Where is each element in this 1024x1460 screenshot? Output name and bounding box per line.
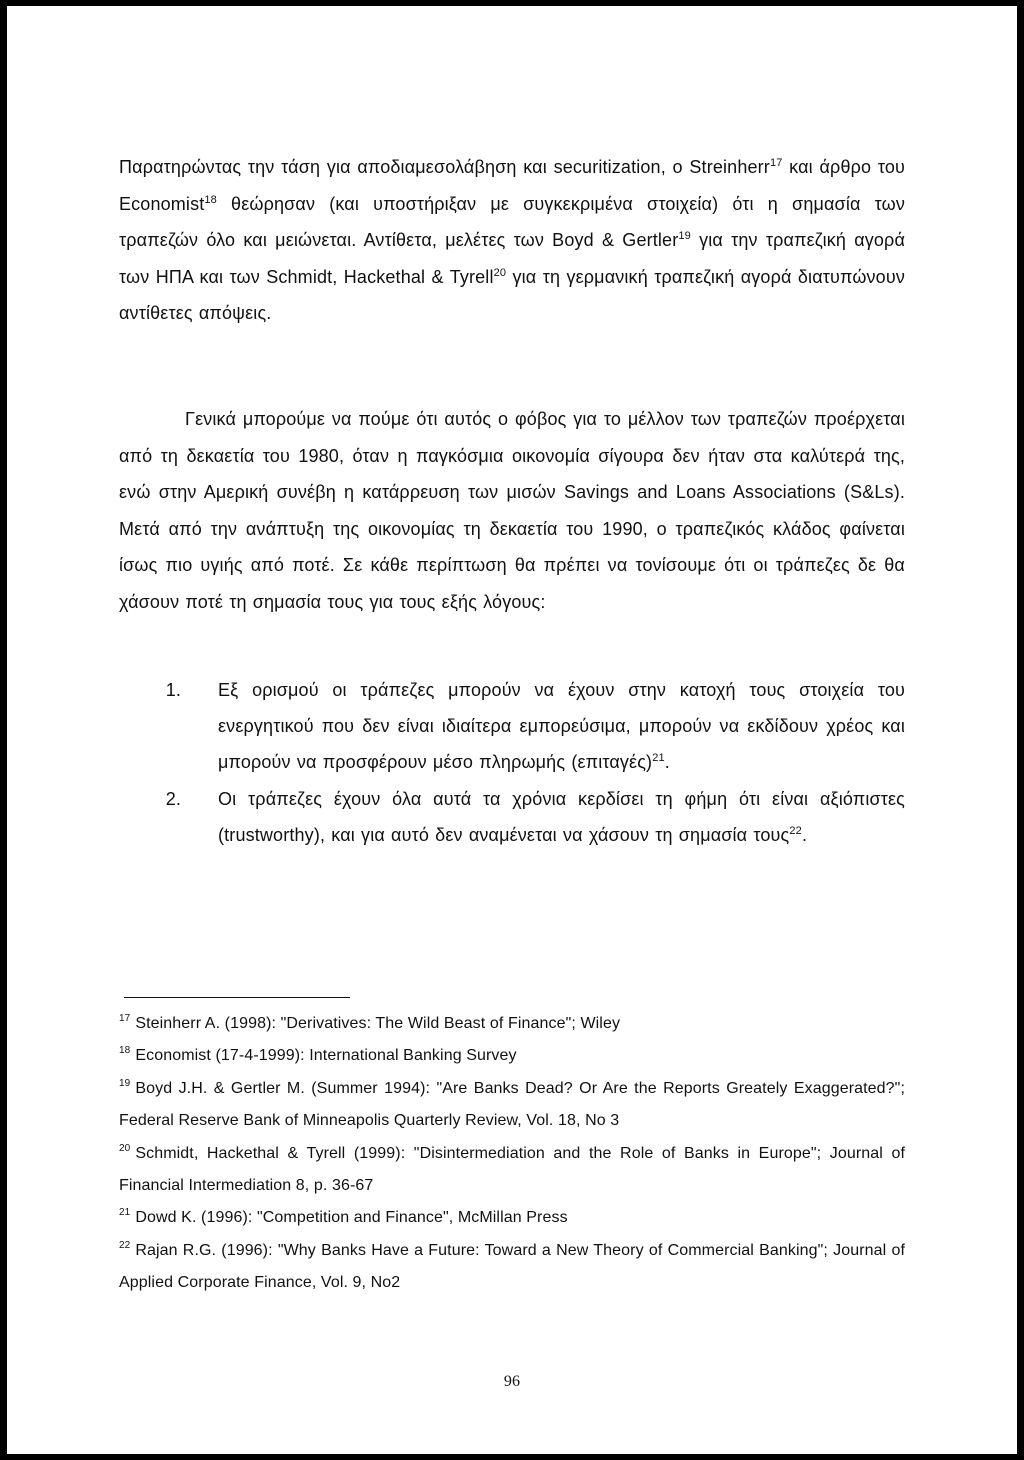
paragraph-1 (119, 149, 905, 332)
paragraph-1-text: Παρατηρώντας την τάση για αποδιαμεσολάβηση και securitization, ο Streinherr$^{17}$ και άρθρο του Economist$^{18}$ θεώρησαν (και υποστήριξαν με συγκεκριμένα στοιχεία) ότι η σημασία των τραπεζών όλο και μειώνεται. Αντίθετα, μελέτες των Boyd & Gertler$^{19}$ για την τραπεζική αγορά των ΗΠΑ και των Schmidt, Hackethal & Tyrell$^{20}$ για τη γερμανική τραπεζική αγορά διατυπώνουν αντίθετες απόψεις. (119, 157, 906, 324)
list-item-text: Εξ ορισμού οι τράπεζες μπορούν να έχουν στην κατοχή τους στοιχεία του ενεργητικού που δεν είναι ιδιαίτερα εμπορεύσιμα, μπορούν να εκδίδουν χρέος και μπορούν να προσφέρουν μέσο πληρωμής $(\varepsilon\pi\iota\tau\alpha\gamma έ\varsigma)^{21}$. (218, 680, 905, 773)
footnote-ref-20: 20 (493, 266, 507, 279)
footnote-number: 22 (119, 1239, 131, 1251)
footnote-number: 17 (119, 1013, 131, 1024)
footnote-17 (119, 1008, 905, 1040)
footnote-ref-18: 18 (204, 193, 217, 206)
footnote-text: Economist (17-4-1999): International Banking Survey (135, 1047, 517, 1065)
list-item-2 (119, 781, 905, 853)
footnote-number: 21 (119, 1207, 131, 1219)
footnote-20 (119, 1138, 905, 1203)
footnote-separator (124, 997, 350, 998)
footnote-text: Dowd K. (1996): "Competition and Finance", McMillan Press (135, 1209, 568, 1227)
footnote-text: Boyd J.H. & Gertler M. (Summer 1994): "Are Banks Dead? Or Are the Reports Greately Exaggerated?"; Federal Reserve Bank of Minneapolis Quarterly Review, Vol. 18, No 3 (119, 1079, 905, 1130)
footnote-21 (119, 1202, 905, 1234)
list-item-1 (119, 672, 905, 781)
numbered-list (119, 672, 905, 853)
footnote-number: 19 (119, 1077, 131, 1089)
page-number: 96 (503, 1372, 521, 1390)
footnotes (119, 1008, 905, 1398)
paragraph-2-text: Γενικά μπορούμε να πούμε ότι αυτός ο φόβος για το μέλλον των τραπεζών προέρχεται από τη δεκαετία του 1980, όταν η παγκόσμια οικονομία σίγουρα δεν ήταν στα καλύτερά της, ενώ στην Αμερική συνέβη η κατάρρευση των μισών Savings and Loans Associations (S&Ls). Μετά από την ανάπτυξη της οικονομίας τη δεκαετία του 1990, ο τραπεζικός κλάδος φαίνεται ίσως πιο υγιής από ποτέ. Σε κάθε περίπτωση θα πρέπει να τονίσουμε ότι οι τράπεζες δε θα χάσουν ποτέ τη σημασία τους για τους εξής λόγους: (119, 409, 905, 612)
list-item-text: Οι τράπεζες έχουν όλα αυτά τα χρόνια κερδίσει τη φήμη ότι είναι αξιόπιστες (trustworthy), και για αυτό δεν αναμένεται να χάσουν τη σημασία τους$^{22}$. (218, 788, 905, 845)
footnote-number: 18 (119, 1045, 131, 1057)
footnote-ref-17: 17 (769, 157, 783, 169)
footnote-number: 20 (119, 1142, 131, 1154)
paragraph-2 (119, 401, 905, 621)
footnote-text: Rajan R.G. (1996): "Why Banks Have a Future: Toward a New Theory of Commercial Banking"; Journal of Applied Corporate Finance, Vol. 9, No2 (119, 1241, 905, 1292)
list-number: 1. (165, 680, 181, 700)
footnote-text: Steinherr A. (1998): "Derivatives: The Wild Beast of Finance"; Wiley (135, 1015, 621, 1032)
footnote-19 (119, 1073, 905, 1138)
footnote-ref-19: 19 (678, 230, 691, 243)
footnote-18 (119, 1040, 905, 1072)
footnote-text: Schmidt, Hackethal & Tyrell (1999): "Disintermediation and the Role of Banks in Europe"; Journal of Financial Intermediation 8, p. 36-67 (119, 1144, 905, 1195)
footnote-ref-21: 21 (652, 752, 665, 765)
footnote-22 (119, 1235, 905, 1300)
list-number: 2. (165, 788, 181, 809)
footnote-ref-22: 22 (789, 824, 802, 837)
document-page (7, 6, 1017, 1454)
